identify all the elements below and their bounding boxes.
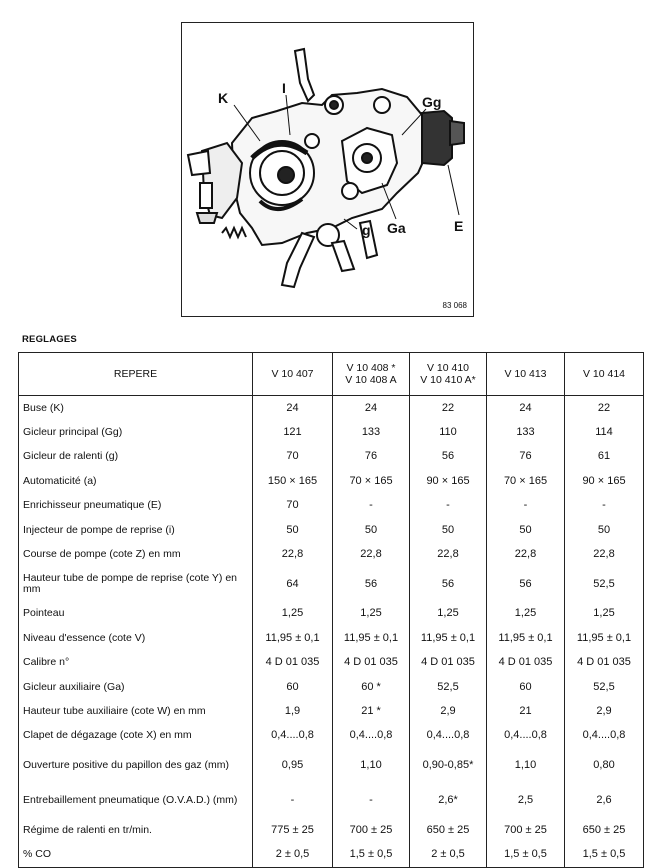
table-cell: 1,5 ± 0,5 bbox=[487, 842, 565, 867]
table-cell: 0,4....0,8 bbox=[253, 724, 333, 748]
row-label: Pointeau bbox=[19, 602, 253, 626]
table-cell: 121 bbox=[253, 420, 333, 444]
table-cell: 64 bbox=[253, 567, 333, 602]
figure-label-k: K bbox=[218, 90, 229, 106]
table-cell: 2,6 bbox=[565, 783, 644, 818]
header-line: V 10 414 bbox=[582, 368, 626, 380]
table-cell: 133 bbox=[333, 420, 410, 444]
table-cell: 50 bbox=[333, 518, 410, 542]
table-cell: 0,4....0,8 bbox=[410, 724, 487, 748]
carburetor-figure bbox=[181, 22, 474, 317]
header-model bbox=[565, 353, 644, 396]
header-model bbox=[253, 353, 333, 396]
table-header-row bbox=[19, 353, 644, 396]
row-label: Hauteur tube de pompe de reprise (cote Y) en mm bbox=[19, 567, 253, 602]
table-cell: 1,25 bbox=[253, 602, 333, 626]
table-cell: - bbox=[410, 494, 487, 518]
table-cell: - bbox=[565, 494, 644, 518]
header-line: V 10 407 bbox=[271, 368, 314, 380]
table-cell: 4 D 01 035 bbox=[253, 651, 333, 675]
table-row bbox=[19, 699, 644, 723]
table-cell: 650 ± 25 bbox=[410, 818, 487, 842]
table-cell: - bbox=[487, 494, 565, 518]
table-cell: 90 × 165 bbox=[565, 469, 644, 493]
table-cell: 1,25 bbox=[565, 602, 644, 626]
table-cell: 700 ± 25 bbox=[333, 818, 410, 842]
table-cell: 70 × 165 bbox=[487, 469, 565, 493]
table-row bbox=[19, 675, 644, 699]
row-label: Ouverture positive du papillon des gaz (mm) bbox=[19, 748, 253, 783]
header-model bbox=[333, 353, 410, 396]
table-cell: 2 ± 0,5 bbox=[410, 842, 487, 867]
table-row bbox=[19, 818, 644, 842]
table-cell: 4 D 01 035 bbox=[565, 651, 644, 675]
table-cell: - bbox=[333, 494, 410, 518]
table-cell: 24 bbox=[487, 396, 565, 421]
table-cell: 24 bbox=[253, 396, 333, 421]
table-cell: 2,9 bbox=[410, 699, 487, 723]
table-cell: 700 ± 25 bbox=[487, 818, 565, 842]
figure-label-gg: Gg bbox=[422, 94, 442, 110]
table-cell: 1,25 bbox=[410, 602, 487, 626]
row-label: Buse (K) bbox=[19, 396, 253, 421]
header-line: V 10 408 A bbox=[345, 374, 397, 386]
row-label: Gicleur auxiliaire (Ga) bbox=[19, 675, 253, 699]
row-label: Clapet de dégazage (cote X) en mm bbox=[19, 724, 253, 748]
table-cell: 2,6* bbox=[410, 783, 487, 818]
table-row bbox=[19, 469, 644, 493]
table-cell: 1,9 bbox=[253, 699, 333, 723]
table-cell: 76 bbox=[333, 445, 410, 469]
table-row bbox=[19, 420, 644, 444]
table-row bbox=[19, 445, 644, 469]
table-cell: 50 bbox=[410, 518, 487, 542]
table-cell: 21 bbox=[487, 699, 565, 723]
table-row bbox=[19, 748, 644, 783]
table-cell: - bbox=[333, 783, 410, 818]
row-label: Injecteur de pompe de reprise (i) bbox=[19, 518, 253, 542]
table-row bbox=[19, 542, 644, 566]
table-cell: 50 bbox=[565, 518, 644, 542]
table-cell: 133 bbox=[487, 420, 565, 444]
table-row bbox=[19, 396, 644, 421]
table-cell: 11,95 ± 0,1 bbox=[333, 626, 410, 650]
table-cell: 11,95 ± 0,1 bbox=[487, 626, 565, 650]
table-cell: 1,5 ± 0,5 bbox=[565, 842, 644, 867]
table-cell: 22,8 bbox=[333, 542, 410, 566]
table-cell: 0,4....0,8 bbox=[333, 724, 410, 748]
carburetor-drawing bbox=[182, 23, 472, 315]
table-cell: 2,5 bbox=[487, 783, 565, 818]
table-cell: 60 * bbox=[333, 675, 410, 699]
table-row bbox=[19, 518, 644, 542]
table-row bbox=[19, 626, 644, 650]
table-cell: 22 bbox=[565, 396, 644, 421]
table-cell: 52,5 bbox=[410, 675, 487, 699]
row-label: Niveau d'essence (cote V) bbox=[19, 626, 253, 650]
table-cell: 4 D 01 035 bbox=[410, 651, 487, 675]
table-row bbox=[19, 567, 644, 602]
figure-label-e: E bbox=[454, 218, 464, 234]
table-cell: 1,10 bbox=[487, 748, 565, 783]
table-cell: 76 bbox=[487, 445, 565, 469]
header-repere bbox=[19, 353, 253, 396]
table-cell: 70 × 165 bbox=[333, 469, 410, 493]
table-body bbox=[19, 396, 644, 868]
table-cell: 114 bbox=[565, 420, 644, 444]
table-cell: 70 bbox=[253, 445, 333, 469]
row-label: % CO bbox=[19, 842, 253, 867]
table-cell: 650 ± 25 bbox=[565, 818, 644, 842]
table-cell: 50 bbox=[253, 518, 333, 542]
header-model bbox=[410, 353, 487, 396]
table-cell: 0,90-0,85* bbox=[410, 748, 487, 783]
header-model bbox=[487, 353, 565, 396]
table-cell: 61 bbox=[565, 445, 644, 469]
header-line: V 10 413 bbox=[504, 368, 547, 380]
table-row bbox=[19, 494, 644, 518]
figure-label-g: g bbox=[362, 222, 371, 238]
table-cell: 22,8 bbox=[410, 542, 487, 566]
table-cell: 52,5 bbox=[565, 675, 644, 699]
table-cell: 775 ± 25 bbox=[253, 818, 333, 842]
table-cell: 1,5 ± 0,5 bbox=[333, 842, 410, 867]
table-row bbox=[19, 651, 644, 675]
figure-number: 83 068 bbox=[442, 301, 467, 310]
table-cell: 22,8 bbox=[253, 542, 333, 566]
figure-label-i: I bbox=[282, 80, 286, 96]
row-label: Entrebaillement pneumatique (O.V.A.D.) (mm) bbox=[19, 783, 253, 818]
table-cell: 0,80 bbox=[565, 748, 644, 783]
row-label: Course de pompe (cote Z) en mm bbox=[19, 542, 253, 566]
figure-label-ga: Ga bbox=[387, 220, 406, 236]
header-line: V 10 410 bbox=[426, 362, 470, 374]
table-cell: 2,9 bbox=[565, 699, 644, 723]
table-row bbox=[19, 724, 644, 748]
section-title: REGLAGES bbox=[22, 334, 77, 345]
table-cell: 2 ± 0,5 bbox=[253, 842, 333, 867]
table-cell: 22 bbox=[410, 396, 487, 421]
table-cell: 1,25 bbox=[333, 602, 410, 626]
table-row bbox=[19, 783, 644, 818]
table-cell: 56 bbox=[410, 567, 487, 602]
table-cell: 22,8 bbox=[565, 542, 644, 566]
table-cell: 0,95 bbox=[253, 748, 333, 783]
row-label: Automaticité (a) bbox=[19, 469, 253, 493]
table-cell: - bbox=[253, 783, 333, 818]
table-cell: 70 bbox=[253, 494, 333, 518]
table-cell: 11,95 ± 0,1 bbox=[565, 626, 644, 650]
table-row bbox=[19, 602, 644, 626]
table-cell: 56 bbox=[410, 445, 487, 469]
table-cell: 4 D 01 035 bbox=[333, 651, 410, 675]
row-label: Gicleur de ralenti (g) bbox=[19, 445, 253, 469]
table-cell: 21 * bbox=[333, 699, 410, 723]
row-label: Hauteur tube auxiliaire (cote W) en mm bbox=[19, 699, 253, 723]
table-cell: 56 bbox=[333, 567, 410, 602]
table-cell: 1,25 bbox=[487, 602, 565, 626]
table-cell: 60 bbox=[253, 675, 333, 699]
table-cell: 11,95 ± 0,1 bbox=[410, 626, 487, 650]
table-row bbox=[19, 842, 644, 867]
table-cell: 11,95 ± 0,1 bbox=[253, 626, 333, 650]
row-label: Gicleur principal (Gg) bbox=[19, 420, 253, 444]
table-cell: 60 bbox=[487, 675, 565, 699]
table-cell: 22,8 bbox=[487, 542, 565, 566]
table-cell: 90 × 165 bbox=[410, 469, 487, 493]
table-cell: 56 bbox=[487, 567, 565, 602]
header-line: V 10 408 * bbox=[346, 362, 396, 374]
table-cell: 110 bbox=[410, 420, 487, 444]
table-cell: 4 D 01 035 bbox=[487, 651, 565, 675]
table-cell: 150 × 165 bbox=[253, 469, 333, 493]
table-cell: 24 bbox=[333, 396, 410, 421]
header-line: REPERE bbox=[113, 368, 158, 380]
header-line: V 10 410 A* bbox=[420, 374, 476, 386]
settings-table bbox=[18, 352, 644, 868]
table-cell: 0,4....0,8 bbox=[487, 724, 565, 748]
row-label: Régime de ralenti en tr/min. bbox=[19, 818, 253, 842]
row-label: Calibre n° bbox=[19, 651, 253, 675]
table-cell: 52,5 bbox=[565, 567, 644, 602]
table-cell: 0,4....0,8 bbox=[565, 724, 644, 748]
table-cell: 1,10 bbox=[333, 748, 410, 783]
row-label: Enrichisseur pneumatique (E) bbox=[19, 494, 253, 518]
table-cell: 50 bbox=[487, 518, 565, 542]
